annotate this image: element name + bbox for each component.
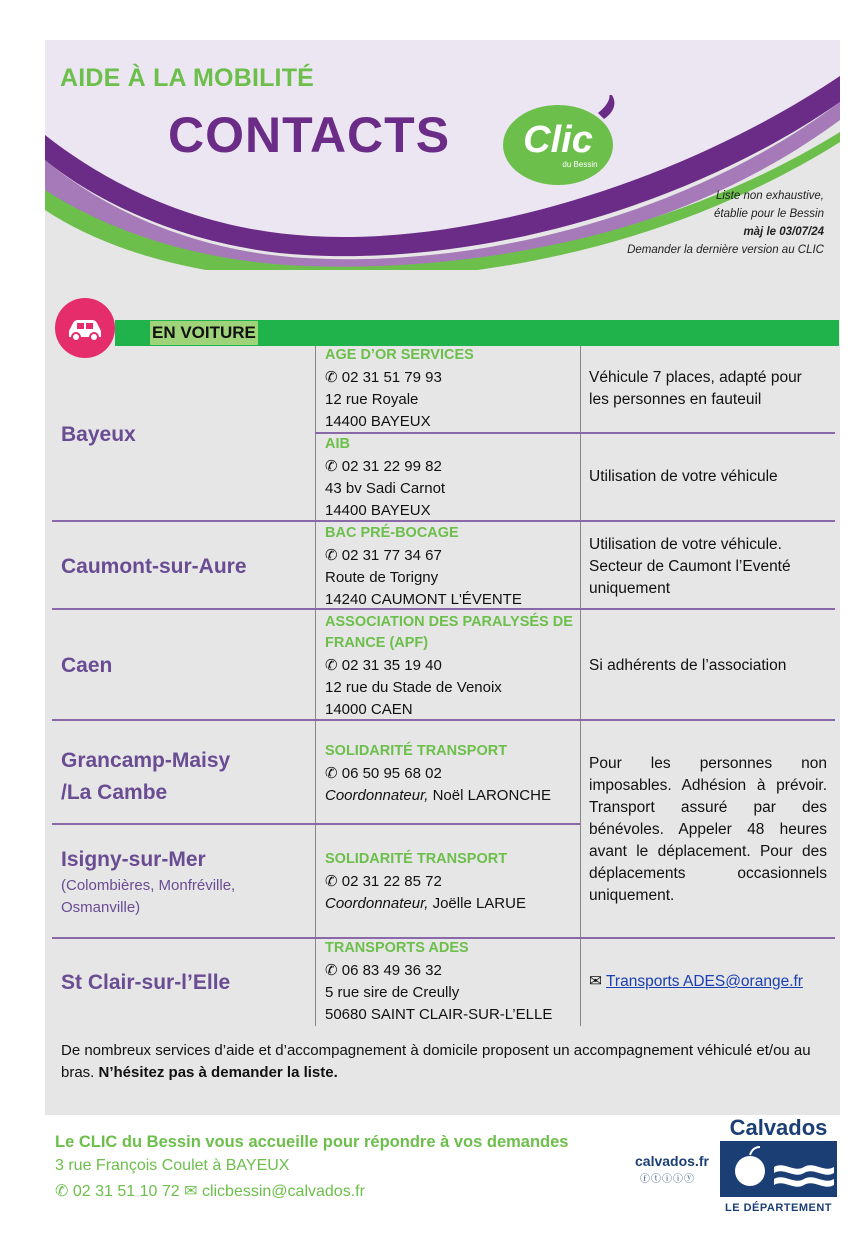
footer-contact (55, 1181, 365, 1201)
address-ades-2: 50680 SAINT CLAIR-SUR-L’ELLE (325, 1006, 553, 1023)
contact-ades (325, 960, 552, 1026)
contact-bac (325, 545, 522, 611)
logo-text: Clic (523, 119, 593, 161)
phone-bac[interactable]: ✆ 02 31 77 34 67 (325, 547, 442, 564)
footer-email[interactable]: clicbessin@calvados.fr (201, 1183, 365, 1200)
coordinator-solidarite-1 (325, 785, 551, 807)
desc-age-dor-line-1: Véhicule 7 places, adapté pour (589, 369, 802, 386)
address-age-dor-2: 14400 BAYEUX (325, 413, 431, 430)
mail-ades-link[interactable]: Transports ADES@orange.fr (606, 973, 803, 990)
footnote (61, 1040, 831, 1084)
note-last: Demander la dernière version au CLIC (627, 244, 824, 256)
list-note (627, 187, 824, 259)
coordinator-name-2: Joëlle LARUE (428, 895, 526, 912)
city-bayeux: Bayeux (61, 423, 136, 446)
phone-solidarite-2[interactable]: ✆ 02 31 22 85 72 (325, 873, 442, 890)
note-date: màj le 03/07/24 (743, 226, 824, 238)
page-title: CONTACTS (168, 107, 451, 163)
org-aib: AIB (325, 436, 350, 452)
footnote-text: De nombreux services d’aide et d’accompagnement à domicile proposent un accompagnement véhiculé et/ou au bras. (61, 1042, 811, 1081)
contact-apf (325, 655, 502, 721)
mail-icon: ✉ (589, 973, 602, 990)
desc-age-dor-line-2: les personnes en fauteuil (589, 391, 762, 408)
city-isigny-sub-line-2: Osmanville) (61, 899, 141, 916)
kicker-heading: AIDE À LA MOBILITÉ (60, 64, 315, 92)
org-bac: BAC PRÉ-BOCAGE (325, 525, 459, 541)
phone-solidarite-1[interactable]: ✆ 06 50 95 68 02 (325, 765, 442, 782)
address-ades-1: 5 rue sire de Creully (325, 984, 460, 1001)
phone-ades[interactable]: ✆ 06 83 49 36 32 (325, 962, 442, 979)
footer-phone[interactable]: ✆ 02 31 51 10 72 (55, 1183, 180, 1200)
desc-aib: Utilisation de votre véhicule (589, 468, 778, 485)
coordinator-role-2: Coordonnateur, (325, 895, 429, 912)
calvados-emblem (720, 1141, 837, 1197)
column-divider-2 (580, 346, 581, 1026)
org-solidarite-1: SOLIDARITÉ TRANSPORT (325, 743, 508, 759)
org-age-dor: AGE D’OR SERVICES (325, 347, 474, 363)
coordinator-solidarite-2 (325, 893, 526, 915)
logo-subtext: du Bessin (562, 160, 598, 169)
address-bac-1: Route de Torigny (325, 569, 439, 586)
row-divider-4 (52, 823, 580, 825)
contact-solidarite-1 (325, 763, 551, 807)
desc-age-dor (589, 367, 802, 411)
org-apf-line-2: FRANCE (APF) (325, 635, 429, 651)
desc-apf: Si adhérents de l’association (589, 657, 787, 674)
social-icons[interactable]: ⓕⓣⓘⓘⓨ (640, 1174, 695, 1185)
footer-mail-icon: ✉ (184, 1183, 198, 1200)
footnote-bold: N’hésitez pas à demander la liste. (98, 1064, 338, 1081)
footer-address: 3 rue François Coulet à BAYEUX (55, 1157, 290, 1174)
desc-solidarite-shared: Pour les personnes non imposables. Adhésion à prévoir. Transport assuré par des bénévoles. Appeler 48 heures avant le déplacement. Pour des déplacements occasionnels uniquement. (589, 755, 827, 904)
note-line-1: Liste non exhaustive, (715, 190, 824, 202)
desc-bac-line-2: Secteur de Caumont l’Eventé (589, 558, 791, 575)
phone-aib[interactable]: ✆ 02 31 22 99 82 (325, 458, 442, 475)
desc-bac-line-1: Utilisation de votre véhicule. (589, 536, 782, 553)
footer-welcome: Le CLIC du Bessin vous accueille pour répondre à vos demandes (55, 1133, 569, 1151)
city-isigny: Isigny-sur-Mer (61, 848, 206, 871)
city-isigny-sub-line-1: (Colombières, Monfréville, (61, 877, 236, 894)
calvados-logo (720, 1115, 837, 1214)
desc-bac (589, 534, 791, 600)
section-label: EN VOITURE (150, 321, 258, 345)
calvados-dept: LE DÉPARTEMENT (724, 1202, 833, 1214)
org-apf (325, 612, 573, 654)
clic-logo (500, 95, 620, 195)
address-apf-1: 12 rue du Stade de Venoix (325, 679, 502, 696)
org-solidarite-2: SOLIDARITÉ TRANSPORT (325, 851, 508, 867)
coordinator-name-1: Noël LARONCHE (428, 787, 551, 804)
address-aib-1: 43 bv Sadi Carnot (325, 480, 446, 497)
calvados-title: Calvados (729, 1115, 828, 1140)
org-apf-line-1: ASSOCIATION DES PARALYSÉS DE (325, 614, 573, 630)
city-grancamp-line-2: /La Cambe (61, 781, 168, 804)
column-divider-1 (315, 346, 316, 1026)
coordinator-role-1: Coordonnateur, (325, 787, 429, 804)
city-caen: Caen (61, 654, 113, 677)
phone-age-dor[interactable]: ✆ 02 31 51 79 93 (325, 369, 442, 386)
address-apf-2: 14000 CAEN (325, 701, 413, 718)
address-age-dor-1: 12 rue Royale (325, 391, 419, 408)
city-grancamp-line-1: Grancamp-Maisy (61, 749, 231, 772)
contact-aib (325, 456, 445, 522)
car-icon (55, 298, 115, 358)
note-line-2: établie pour le Bessin (714, 208, 824, 220)
org-ades: TRANSPORTS ADES (325, 940, 469, 956)
contact-solidarite-2 (325, 871, 526, 915)
city-isigny-sub (61, 875, 235, 919)
address-aib-2: 14400 BAYEUX (325, 502, 431, 519)
calvados-site[interactable]: calvados.fr (635, 1153, 709, 1169)
contact-age-dor (325, 367, 442, 433)
phone-apf[interactable]: ✆ 02 31 35 19 40 (325, 657, 442, 674)
city-grancamp (61, 745, 230, 809)
address-bac-2: 14240 CAUMONT L'ÉVENTE (325, 591, 522, 608)
mail-ades-wrap (589, 971, 803, 993)
desc-bac-line-3: uniquement (589, 580, 671, 597)
city-st-clair: St Clair-sur-l’Elle (61, 971, 231, 994)
city-caumont: Caumont-sur-Aure (61, 555, 247, 578)
